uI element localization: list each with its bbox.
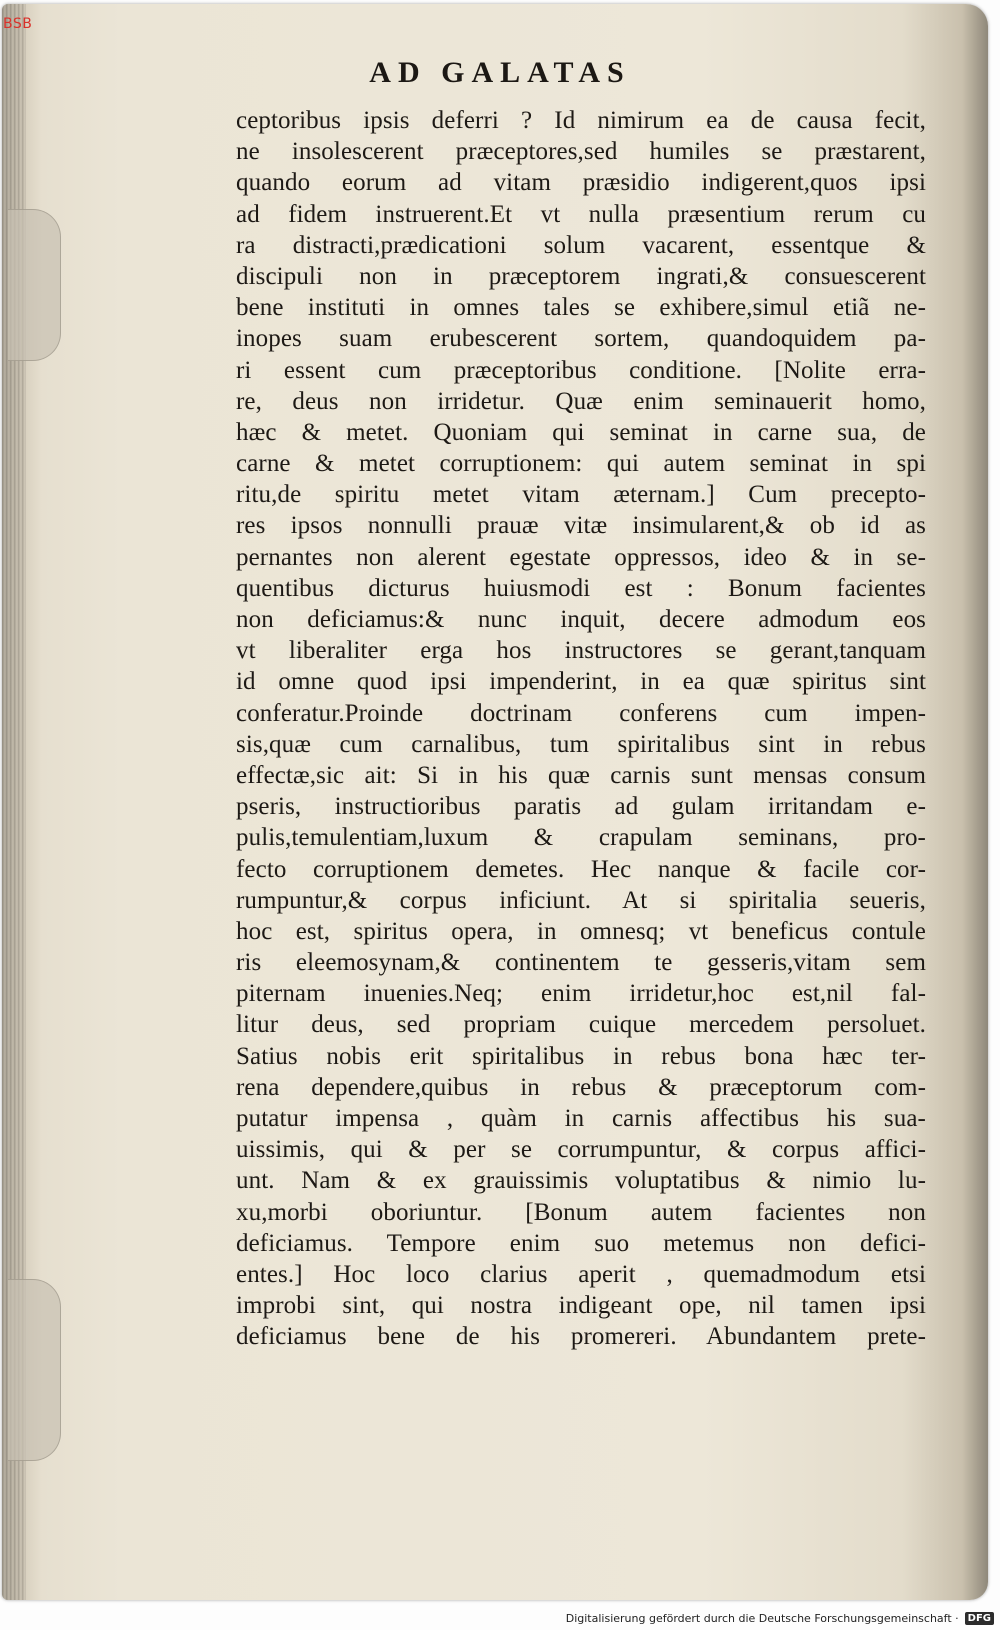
text-line: pernantes non alerent egestate oppressos, ideo & in se-: [236, 543, 926, 571]
text-line: xu,morbi oboriuntur. [Bonum autem facientes non: [236, 1198, 926, 1226]
text-line: unt. Nam & ex grauissimis voluptatibus & nimio lu-: [236, 1167, 926, 1195]
text-line: effectæ,sic ait: Si in his quæ carnis sunt mensas consum: [236, 761, 926, 789]
text-line: res ipsos nonnulli prauæ vitæ insimularent,& ob id as: [236, 512, 926, 540]
text-line: deficiamus bene de his promereri. Abundantem prete-: [236, 1323, 926, 1351]
text-line: sis,quæ cum carnalibus, tum spiritalibus sint in rebus: [236, 730, 926, 758]
text-line: putatur impensa , quàm in carnis affectibus his sua-: [236, 1105, 926, 1132]
page-clip-lower: [8, 1279, 61, 1461]
text-line: deficiamus. Tempore enim suo metemus non defici-: [236, 1229, 926, 1257]
text-line: quando eorum ad vitam præsidio indigerent,quos ipsi: [236, 169, 926, 197]
text-line: ceptoribus ipsis deferri ? Id nimirum ea de causa fecit,: [236, 107, 926, 134]
text-line: re, deus non irridetur. Quæ enim seminauerit homo,: [236, 387, 926, 415]
text-line: pseris, instructioribus paratis ad gulam irritandam e-: [236, 793, 926, 821]
text-line: ne insolescerent præceptores,sed humiles se præstarent,: [236, 138, 926, 166]
text-line: ris eleemosynam,& continentem te gesseris,vitam sem: [236, 949, 926, 977]
text-line: conferatur.Proinde doctrinam conferens cum impen-: [236, 699, 926, 727]
text-line: inopes suam erubescerent sortem, quandoquidem pa-: [236, 325, 926, 353]
text-line: litur deus, sed propriam cuique mercedem persoluet.: [236, 1011, 926, 1039]
text-line: hæc & metet. Quoniam qui seminat in carne sua, de: [236, 418, 926, 446]
text-line: vt liberaliter erga hos instructores se gerant,tanquam: [236, 637, 926, 665]
text-line: improbi sint, qui nostra indigeant ope, nil tamen ipsi: [236, 1292, 926, 1320]
text-line: quentibus dicturus huiusmodi est : Bonum facientes: [236, 574, 926, 602]
text-line: ritu,de spiritu metet vitam æternam.] Cum precepto-: [236, 481, 926, 509]
footer-credit: [566, 1609, 994, 1627]
text-line: hoc est, spiritus opera, in omnesq; vt beneficus contule: [236, 917, 926, 945]
text-line: carne & metet corruptionem: qui autem seminat in spi: [236, 450, 926, 478]
text-line: Satius nobis erit spiritalibus in rebus bona hæc ter-: [236, 1042, 926, 1070]
text-line: piternam inuenies.Neq; enim irridetur,hoc est,nil fal-: [236, 980, 926, 1008]
text-line: fecto corruptionem demetes. Hec nanque & facile cor-: [236, 855, 926, 883]
library-stamp: BSB: [3, 16, 33, 32]
text-line: ad fidem instruerent.Et vt nulla præsentium rerum cu: [236, 200, 926, 228]
text-line: pulis,temulentiam,luxum & crapulam seminans, pro-: [236, 824, 926, 852]
text-line: rumpuntur,& corpus inficiunt. At si spiritalia seueris,: [236, 886, 926, 914]
text-line: rena dependere,quibus in rebus & præceptorum com-: [236, 1073, 926, 1101]
footer-credit-text: Digitalisierung gefördert durch die Deutsche Forschungsgemeinschaft ·: [565, 1611, 959, 1625]
text-line: discipuli non in præceptorem ingrati,& consuescerent: [236, 262, 926, 290]
text-line: ri essent cum præceptoribus conditione. [Nolite erra-: [236, 356, 926, 384]
dfg-logo-icon: DFG: [965, 1612, 994, 1625]
text-line: bene instituti in omnes tales se exhibere,simul etiã ne-: [236, 294, 926, 322]
page-clip-upper: [8, 209, 61, 361]
text-line: entes.] Hoc loco clarius aperit , quemadmodum etsi: [236, 1260, 926, 1288]
text-line: id omne quod ipsi impenderint, in ea quæ spiritus sint: [236, 668, 926, 696]
running-head: AD GALATAS: [369, 56, 631, 89]
text-line: ra distracti,prædicationi solum vacarent, essentque &: [236, 231, 926, 259]
text-line: uissimis, qui & per se corrumpuntur, & corpus affici-: [236, 1136, 926, 1164]
body-text: [236, 105, 926, 1353]
text-line: non deficiamus:& nunc inquit, decere admodum eos: [236, 606, 926, 633]
